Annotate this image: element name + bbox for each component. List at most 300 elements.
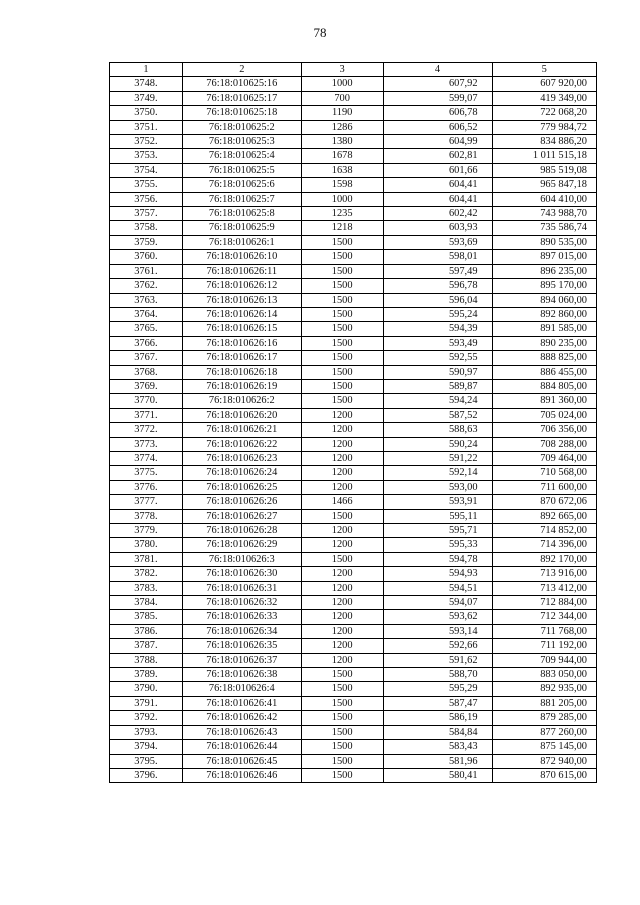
row-number-cell: 3786. — [110, 624, 183, 638]
row-number-cell: 3763. — [110, 293, 183, 307]
cadastral-value-cell: 710 568,00 — [492, 466, 596, 480]
specific-value-cell: 595,29 — [383, 682, 492, 696]
cadastral-number-cell: 76:18:010626:17 — [182, 351, 301, 365]
row-number-cell: 3793. — [110, 725, 183, 739]
table-row — [110, 437, 597, 451]
table-row — [110, 351, 597, 365]
row-number-cell: 3748. — [110, 77, 183, 91]
area-cell: 1500 — [301, 336, 383, 350]
specific-value-cell: 606,52 — [383, 120, 492, 134]
area-cell: 1500 — [301, 351, 383, 365]
cadastral-number-cell: 76:18:010626:1 — [182, 235, 301, 249]
row-number-cell: 3760. — [110, 250, 183, 264]
cadastral-value-cell: 883 050,00 — [492, 668, 596, 682]
area-cell: 1500 — [301, 696, 383, 710]
table-row — [110, 336, 597, 350]
specific-value-cell: 594,93 — [383, 567, 492, 581]
cadastral-number-cell: 76:18:010626:25 — [182, 480, 301, 494]
column-header: 2 — [182, 63, 301, 77]
table-row — [110, 106, 597, 120]
cadastral-value-cell: 870 672,06 — [492, 495, 596, 509]
row-number-cell: 3785. — [110, 610, 183, 624]
column-header: 4 — [383, 63, 492, 77]
table-row — [110, 163, 597, 177]
row-number-cell: 3758. — [110, 221, 183, 235]
cadastral-value-cell: 888 825,00 — [492, 351, 596, 365]
table-row — [110, 423, 597, 437]
specific-value-cell: 587,52 — [383, 408, 492, 422]
cadastral-number-cell: 76:18:010626:43 — [182, 725, 301, 739]
row-number-cell: 3792. — [110, 711, 183, 725]
area-cell: 700 — [301, 91, 383, 105]
cadastral-value-cell: 872 940,00 — [492, 754, 596, 768]
area-cell: 1500 — [301, 322, 383, 336]
cadastral-number-cell: 76:18:010626:11 — [182, 264, 301, 278]
table-row — [110, 250, 597, 264]
cadastral-number-cell: 76:18:010626:22 — [182, 437, 301, 451]
table-row — [110, 379, 597, 393]
cadastral-number-cell: 76:18:010626:34 — [182, 624, 301, 638]
row-number-cell: 3749. — [110, 91, 183, 105]
cadastral-value-cell: 714 852,00 — [492, 524, 596, 538]
area-cell: 1638 — [301, 163, 383, 177]
area-cell: 1200 — [301, 610, 383, 624]
area-cell: 1678 — [301, 149, 383, 163]
cadastral-value-cell: 894 060,00 — [492, 293, 596, 307]
cadastral-value-cell: 892 170,00 — [492, 552, 596, 566]
row-number-cell: 3751. — [110, 120, 183, 134]
row-number-cell: 3778. — [110, 509, 183, 523]
cadastral-value-cell: 896 235,00 — [492, 264, 596, 278]
cadastral-value-cell: 711 192,00 — [492, 639, 596, 653]
table-row — [110, 596, 597, 610]
table-row — [110, 307, 597, 321]
specific-value-cell: 595,24 — [383, 307, 492, 321]
specific-value-cell: 603,93 — [383, 221, 492, 235]
cadastral-number-cell: 76:18:010626:10 — [182, 250, 301, 264]
cadastral-number-cell: 76:18:010626:30 — [182, 567, 301, 581]
row-number-cell: 3774. — [110, 451, 183, 465]
row-number-cell: 3779. — [110, 524, 183, 538]
area-cell: 1500 — [301, 552, 383, 566]
table-row — [110, 293, 597, 307]
cadastral-number-cell: 76:18:010626:26 — [182, 495, 301, 509]
area-cell: 1500 — [301, 379, 383, 393]
cadastral-value-cell: 419 349,00 — [492, 91, 596, 105]
cadastral-value-cell: 884 805,00 — [492, 379, 596, 393]
cadastral-value-cell: 965 847,18 — [492, 178, 596, 192]
cadastral-value-cell: 890 535,00 — [492, 235, 596, 249]
cadastral-value-cell: 877 260,00 — [492, 725, 596, 739]
area-cell: 1500 — [301, 509, 383, 523]
row-number-cell: 3796. — [110, 768, 183, 782]
cadastral-value-cell: 708 288,00 — [492, 437, 596, 451]
cadastral-value-cell: 705 024,00 — [492, 408, 596, 422]
area-cell: 1500 — [301, 682, 383, 696]
specific-value-cell: 599,07 — [383, 91, 492, 105]
table-row — [110, 696, 597, 710]
table-row — [110, 668, 597, 682]
specific-value-cell: 583,43 — [383, 740, 492, 754]
cadastral-value-cell: 711 600,00 — [492, 480, 596, 494]
cadastral-value-cell: 985 519,08 — [492, 163, 596, 177]
specific-value-cell: 589,87 — [383, 379, 492, 393]
row-number-cell: 3766. — [110, 336, 183, 350]
specific-value-cell: 594,07 — [383, 596, 492, 610]
table-row — [110, 552, 597, 566]
table-row — [110, 740, 597, 754]
specific-value-cell: 607,92 — [383, 77, 492, 91]
specific-value-cell: 581,96 — [383, 754, 492, 768]
row-number-cell: 3757. — [110, 207, 183, 221]
cadastral-number-cell: 76:18:010626:28 — [182, 524, 301, 538]
cadastral-value-cell: 834 886,20 — [492, 135, 596, 149]
cadastral-number-cell: 76:18:010626:24 — [182, 466, 301, 480]
area-cell: 1500 — [301, 768, 383, 782]
cadastral-value-cell: 886 455,00 — [492, 365, 596, 379]
cadastral-number-cell: 76:18:010626:27 — [182, 509, 301, 523]
row-number-cell: 3780. — [110, 538, 183, 552]
cadastral-number-cell: 76:18:010625:2 — [182, 120, 301, 134]
cadastral-number-cell: 76:18:010626:20 — [182, 408, 301, 422]
cadastral-number-cell: 76:18:010625:8 — [182, 207, 301, 221]
area-cell: 1200 — [301, 408, 383, 422]
cadastral-number-cell: 76:18:010625:6 — [182, 178, 301, 192]
area-cell: 1500 — [301, 307, 383, 321]
table-row — [110, 235, 597, 249]
cadastral-number-cell: 76:18:010626:41 — [182, 696, 301, 710]
area-cell: 1235 — [301, 207, 383, 221]
cadastral-value-cell: 875 145,00 — [492, 740, 596, 754]
cadastral-number-cell: 76:18:010626:13 — [182, 293, 301, 307]
area-cell: 1200 — [301, 480, 383, 494]
table-row — [110, 567, 597, 581]
table-row — [110, 509, 597, 523]
table-row — [110, 91, 597, 105]
cadastral-value-cell: 713 916,00 — [492, 567, 596, 581]
area-cell: 1500 — [301, 264, 383, 278]
row-number-cell: 3781. — [110, 552, 183, 566]
table-row — [110, 192, 597, 206]
row-number-cell: 3754. — [110, 163, 183, 177]
area-cell: 1286 — [301, 120, 383, 134]
cadastral-number-cell: 76:18:010626:44 — [182, 740, 301, 754]
area-cell: 1500 — [301, 711, 383, 725]
specific-value-cell: 604,41 — [383, 192, 492, 206]
specific-value-cell: 598,01 — [383, 250, 492, 264]
specific-value-cell: 588,70 — [383, 668, 492, 682]
cadastral-number-cell: 76:18:010626:35 — [182, 639, 301, 653]
table-row — [110, 682, 597, 696]
table-row — [110, 538, 597, 552]
row-number-cell: 3770. — [110, 394, 183, 408]
specific-value-cell: 591,62 — [383, 653, 492, 667]
cadastral-number-cell: 76:18:010625:16 — [182, 77, 301, 91]
table-row — [110, 279, 597, 293]
cadastral-value-cell: 892 665,00 — [492, 509, 596, 523]
cadastral-number-cell: 76:18:010626:21 — [182, 423, 301, 437]
area-cell: 1200 — [301, 466, 383, 480]
row-number-cell: 3753. — [110, 149, 183, 163]
table-row — [110, 408, 597, 422]
area-cell: 1000 — [301, 192, 383, 206]
cadastral-number-cell: 76:18:010626:18 — [182, 365, 301, 379]
specific-value-cell: 584,84 — [383, 725, 492, 739]
cadastral-number-cell: 76:18:010626:37 — [182, 653, 301, 667]
table-row — [110, 480, 597, 494]
table-row — [110, 768, 597, 782]
area-cell: 1500 — [301, 365, 383, 379]
specific-value-cell: 594,51 — [383, 581, 492, 595]
area-cell: 1200 — [301, 567, 383, 581]
table-row — [110, 135, 597, 149]
table-row — [110, 394, 597, 408]
row-number-cell: 3752. — [110, 135, 183, 149]
cadastral-value-cell: 709 944,00 — [492, 653, 596, 667]
specific-value-cell: 586,19 — [383, 711, 492, 725]
cadastral-value-cell: 891 585,00 — [492, 322, 596, 336]
cadastral-number-cell: 76:18:010626:45 — [182, 754, 301, 768]
cadastral-value-cell: 743 988,70 — [492, 207, 596, 221]
area-cell: 1200 — [301, 451, 383, 465]
table-row — [110, 120, 597, 134]
cadastral-number-cell: 76:18:010626:46 — [182, 768, 301, 782]
area-cell: 1190 — [301, 106, 383, 120]
area-cell: 1200 — [301, 624, 383, 638]
area-cell: 1500 — [301, 235, 383, 249]
specific-value-cell: 593,62 — [383, 610, 492, 624]
row-number-cell: 3777. — [110, 495, 183, 509]
row-number-cell: 3773. — [110, 437, 183, 451]
cadastral-value-cell: 706 356,00 — [492, 423, 596, 437]
cadastral-value-cell: 897 015,00 — [492, 250, 596, 264]
cadastral-value-cell: 607 920,00 — [492, 77, 596, 91]
row-number-cell: 3795. — [110, 754, 183, 768]
cadastral-number-cell: 76:18:010626:33 — [182, 610, 301, 624]
area-cell: 1500 — [301, 394, 383, 408]
row-number-cell: 3756. — [110, 192, 183, 206]
specific-value-cell: 604,41 — [383, 178, 492, 192]
specific-value-cell: 593,69 — [383, 235, 492, 249]
specific-value-cell: 596,04 — [383, 293, 492, 307]
cadastral-number-cell: 76:18:010625:5 — [182, 163, 301, 177]
table-row — [110, 495, 597, 509]
table-row — [110, 610, 597, 624]
table-row — [110, 207, 597, 221]
area-cell: 1500 — [301, 754, 383, 768]
area-cell: 1500 — [301, 279, 383, 293]
row-number-cell: 3783. — [110, 581, 183, 595]
specific-value-cell: 593,00 — [383, 480, 492, 494]
specific-value-cell: 591,22 — [383, 451, 492, 465]
specific-value-cell: 590,24 — [383, 437, 492, 451]
table-row — [110, 754, 597, 768]
table-row — [110, 524, 597, 538]
area-cell: 1500 — [301, 725, 383, 739]
row-number-cell: 3767. — [110, 351, 183, 365]
specific-value-cell: 592,55 — [383, 351, 492, 365]
specific-value-cell: 594,39 — [383, 322, 492, 336]
area-cell: 1200 — [301, 538, 383, 552]
area-cell: 1200 — [301, 423, 383, 437]
specific-value-cell: 590,97 — [383, 365, 492, 379]
row-number-cell: 3794. — [110, 740, 183, 754]
cadastral-value-cell: 881 205,00 — [492, 696, 596, 710]
cadastral-number-cell: 76:18:010625:17 — [182, 91, 301, 105]
row-number-cell: 3764. — [110, 307, 183, 321]
area-cell: 1598 — [301, 178, 383, 192]
cadastral-value-cell: 1 011 515,18 — [492, 149, 596, 163]
cadastral-number-cell: 76:18:010626:4 — [182, 682, 301, 696]
row-number-cell: 3768. — [110, 365, 183, 379]
cadastral-value-cell: 712 344,00 — [492, 610, 596, 624]
row-number-cell: 3771. — [110, 408, 183, 422]
row-number-cell: 3784. — [110, 596, 183, 610]
column-header: 5 — [492, 63, 596, 77]
specific-value-cell: 594,78 — [383, 552, 492, 566]
cadastral-value-cell: 890 235,00 — [492, 336, 596, 350]
table-row — [110, 264, 597, 278]
row-number-cell: 3789. — [110, 668, 183, 682]
area-cell: 1200 — [301, 437, 383, 451]
table-row — [110, 77, 597, 91]
specific-value-cell: 602,81 — [383, 149, 492, 163]
row-number-cell: 3769. — [110, 379, 183, 393]
table-row — [110, 178, 597, 192]
cadastral-value-cell: 879 285,00 — [492, 711, 596, 725]
specific-value-cell: 595,33 — [383, 538, 492, 552]
column-header: 1 — [110, 63, 183, 77]
column-number-row — [110, 63, 597, 77]
cadastral-number-cell: 76:18:010625:9 — [182, 221, 301, 235]
cadastral-value-cell: 709 464,00 — [492, 451, 596, 465]
specific-value-cell: 588,63 — [383, 423, 492, 437]
area-cell: 1380 — [301, 135, 383, 149]
area-cell: 1200 — [301, 653, 383, 667]
specific-value-cell: 595,71 — [383, 524, 492, 538]
area-cell: 1200 — [301, 596, 383, 610]
cadastral-value-cell: 891 360,00 — [492, 394, 596, 408]
cadastral-number-cell: 76:18:010626:38 — [182, 668, 301, 682]
cadastral-value-table — [109, 62, 597, 783]
specific-value-cell: 596,78 — [383, 279, 492, 293]
row-number-cell: 3790. — [110, 682, 183, 696]
area-cell: 1500 — [301, 293, 383, 307]
cadastral-number-cell: 76:18:010626:2 — [182, 394, 301, 408]
specific-value-cell: 601,66 — [383, 163, 492, 177]
row-number-cell: 3755. — [110, 178, 183, 192]
table-row — [110, 653, 597, 667]
specific-value-cell: 593,91 — [383, 495, 492, 509]
table-row — [110, 624, 597, 638]
cadastral-number-cell: 76:18:010626:14 — [182, 307, 301, 321]
cadastral-number-cell: 76:18:010625:18 — [182, 106, 301, 120]
table-row — [110, 365, 597, 379]
page-number: 78 — [313, 25, 327, 40]
table-row — [110, 149, 597, 163]
table-row — [110, 466, 597, 480]
area-cell: 1500 — [301, 668, 383, 682]
cadastral-number-cell: 76:18:010626:19 — [182, 379, 301, 393]
cadastral-number-cell: 76:18:010626:42 — [182, 711, 301, 725]
row-number-cell: 3759. — [110, 235, 183, 249]
specific-value-cell: 604,99 — [383, 135, 492, 149]
table-body — [110, 77, 597, 783]
table-row — [110, 221, 597, 235]
cadastral-value-cell: 711 768,00 — [492, 624, 596, 638]
cadastral-value-cell: 870 615,00 — [492, 768, 596, 782]
area-cell: 1218 — [301, 221, 383, 235]
area-cell: 1500 — [301, 250, 383, 264]
cadastral-number-cell: 76:18:010626:3 — [182, 552, 301, 566]
specific-value-cell: 593,49 — [383, 336, 492, 350]
row-number-cell: 3791. — [110, 696, 183, 710]
row-number-cell: 3765. — [110, 322, 183, 336]
specific-value-cell: 580,41 — [383, 768, 492, 782]
table-row — [110, 451, 597, 465]
table-row — [110, 322, 597, 336]
cadastral-value-cell: 722 068,20 — [492, 106, 596, 120]
row-number-cell: 3782. — [110, 567, 183, 581]
row-number-cell: 3788. — [110, 653, 183, 667]
cadastral-value-cell: 604 410,00 — [492, 192, 596, 206]
cadastral-value-cell: 712 884,00 — [492, 596, 596, 610]
area-cell: 1000 — [301, 77, 383, 91]
specific-value-cell: 592,14 — [383, 466, 492, 480]
cadastral-value-cell: 779 984,72 — [492, 120, 596, 134]
cadastral-number-cell: 76:18:010626:29 — [182, 538, 301, 552]
cadastral-value-cell: 735 586,74 — [492, 221, 596, 235]
cadastral-value-cell: 892 860,00 — [492, 307, 596, 321]
column-header: 3 — [301, 63, 383, 77]
table-row — [110, 581, 597, 595]
table-row — [110, 725, 597, 739]
specific-value-cell: 602,42 — [383, 207, 492, 221]
cadastral-number-cell: 76:18:010625:4 — [182, 149, 301, 163]
row-number-cell: 3776. — [110, 480, 183, 494]
cadastral-value-cell: 892 935,00 — [492, 682, 596, 696]
area-cell: 1200 — [301, 581, 383, 595]
specific-value-cell: 587,47 — [383, 696, 492, 710]
cadastral-number-cell: 76:18:010626:15 — [182, 322, 301, 336]
specific-value-cell: 593,14 — [383, 624, 492, 638]
row-number-cell: 3750. — [110, 106, 183, 120]
row-number-cell: 3772. — [110, 423, 183, 437]
specific-value-cell: 594,24 — [383, 394, 492, 408]
cadastral-number-cell: 76:18:010626:32 — [182, 596, 301, 610]
cadastral-value-cell: 713 412,00 — [492, 581, 596, 595]
cadastral-number-cell: 76:18:010626:16 — [182, 336, 301, 350]
area-cell: 1500 — [301, 740, 383, 754]
cadastral-number-cell: 76:18:010625:3 — [182, 135, 301, 149]
table-row — [110, 711, 597, 725]
row-number-cell: 3762. — [110, 279, 183, 293]
table-row — [110, 639, 597, 653]
specific-value-cell: 597,49 — [383, 264, 492, 278]
cadastral-number-cell: 76:18:010626:31 — [182, 581, 301, 595]
specific-value-cell: 592,66 — [383, 639, 492, 653]
row-number-cell: 3761. — [110, 264, 183, 278]
area-cell: 1200 — [301, 524, 383, 538]
cadastral-number-cell: 76:18:010626:23 — [182, 451, 301, 465]
specific-value-cell: 595,11 — [383, 509, 492, 523]
cadastral-value-cell: 714 396,00 — [492, 538, 596, 552]
area-cell: 1200 — [301, 639, 383, 653]
cadastral-value-cell: 895 170,00 — [492, 279, 596, 293]
row-number-cell: 3775. — [110, 466, 183, 480]
cadastral-number-cell: 76:18:010626:12 — [182, 279, 301, 293]
row-number-cell: 3787. — [110, 639, 183, 653]
